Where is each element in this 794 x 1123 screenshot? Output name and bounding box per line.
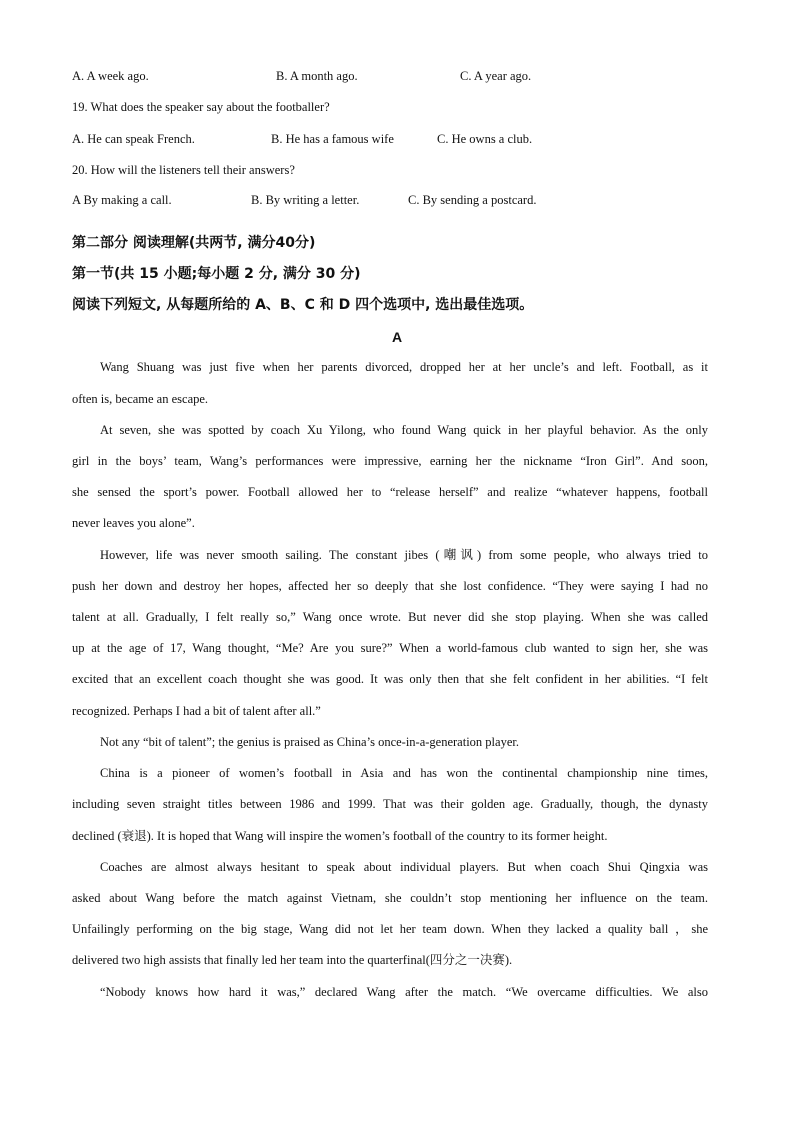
passage-line: asked about Wang before the match against Vietnam, she couldn’t stop mentioning her influence on the team. [72, 891, 708, 905]
passage-line: At seven, she was spotted by coach Xu Yilong, who found Wang quick in her playful behavior. As the only [100, 423, 708, 437]
q19-option-c: C. He owns a club. [437, 132, 533, 146]
passage-line: excited that an excellent coach thought she was good. It was only then that she felt confident in her abilities. “I felt [72, 672, 708, 686]
q20-option-a: A By making a call. [72, 193, 172, 207]
passage-line: Unfailingly performing on the big stage, Wang did not let her team down. When they lacked a quality ball ，she [72, 922, 708, 936]
passage-line: often is, became an escape. [72, 392, 209, 406]
q19-question: 19. What does the speaker say about the footballer? [72, 100, 330, 114]
passage-line: recognized. Perhaps I had a bit of talent after all.” [72, 704, 321, 718]
passage-line: “Nobody knows how hard it was,” declared Wang after the match. “We overcame difficulties. We also [100, 985, 708, 999]
q20-question: 20. How will the listeners tell their answers? [72, 163, 295, 177]
passage-line: she sensed the sport’s power. Football allowed her to “release herself” and realize “whatever happens, football [72, 485, 708, 499]
part-two-title: 第二部分 阅读理解(共两节, 满分40分) [72, 235, 316, 251]
q20-option-b: B. By writing a letter. [251, 193, 360, 207]
q18-option-c: C. A year ago. [460, 69, 532, 83]
q18-option-a: A. A week ago. [72, 69, 149, 83]
passage-line: Wang Shuang was just five when her parents divorced, dropped her at her uncle’s and left. Football, as it [100, 360, 708, 374]
passage-line: delivered two high assists that finally led her team into the quarterfinal(四分之一决赛). [72, 953, 513, 967]
passage-line: including seven straight titles between 1986 and 1999. That was their golden age. Gradually, though, the dynasty [72, 797, 708, 811]
passage-line: girl in the boys’ team, Wang’s performances were impressive, earning her the nickname “Iron Girl”. And soon, [72, 454, 708, 468]
passage-line: talent at all. Gradually, I felt really so,” Wang once wrote. But never did she stop playing. When she was called [72, 610, 708, 624]
passage-line: China is a pioneer of women’s football in Asia and has won the continental championship nine times, [100, 766, 708, 780]
q18-option-b: B. A month ago. [276, 69, 358, 83]
q19-option-b: B. He has a famous wife [271, 132, 394, 146]
passage-line: However, life was never smooth sailing. The constant jibes (嘲讽) from some people, who always tried to [100, 548, 708, 562]
reading-instructions: 阅读下列短文, 从每题所给的 A、B、C 和 D 四个选项中, 选出最佳选项。 [72, 297, 534, 313]
q20-option-c: C. By sending a postcard. [408, 193, 537, 207]
passage-line: push her down and destroy her hopes, affected her so deeply that she lost confidence. “They were saying I had no [72, 579, 708, 593]
q19-option-a: A. He can speak French. [72, 132, 195, 146]
section-one-title: 第一节(共 15 小题;每小题 2 分, 满分 30 分) [72, 266, 361, 282]
passage-line: declined (衰退). It is hoped that Wang will inspire the women’s football of the country to its former height. [72, 829, 608, 843]
passage-line: up at the age of 17, Wang thought, “Me? Are you sure?” When a world-famous club wanted to sign her, she was [72, 641, 708, 655]
passage-line: Coaches are almost always hesitant to speak about individual players. But when coach Shui Qingxia was [100, 860, 708, 874]
passage-letter: A [391, 329, 403, 345]
passage-line: never leaves you alone”. [72, 516, 195, 530]
passage-line: Not any “bit of talent”; the genius is praised as China’s once-in-a-generation player. [100, 735, 519, 749]
